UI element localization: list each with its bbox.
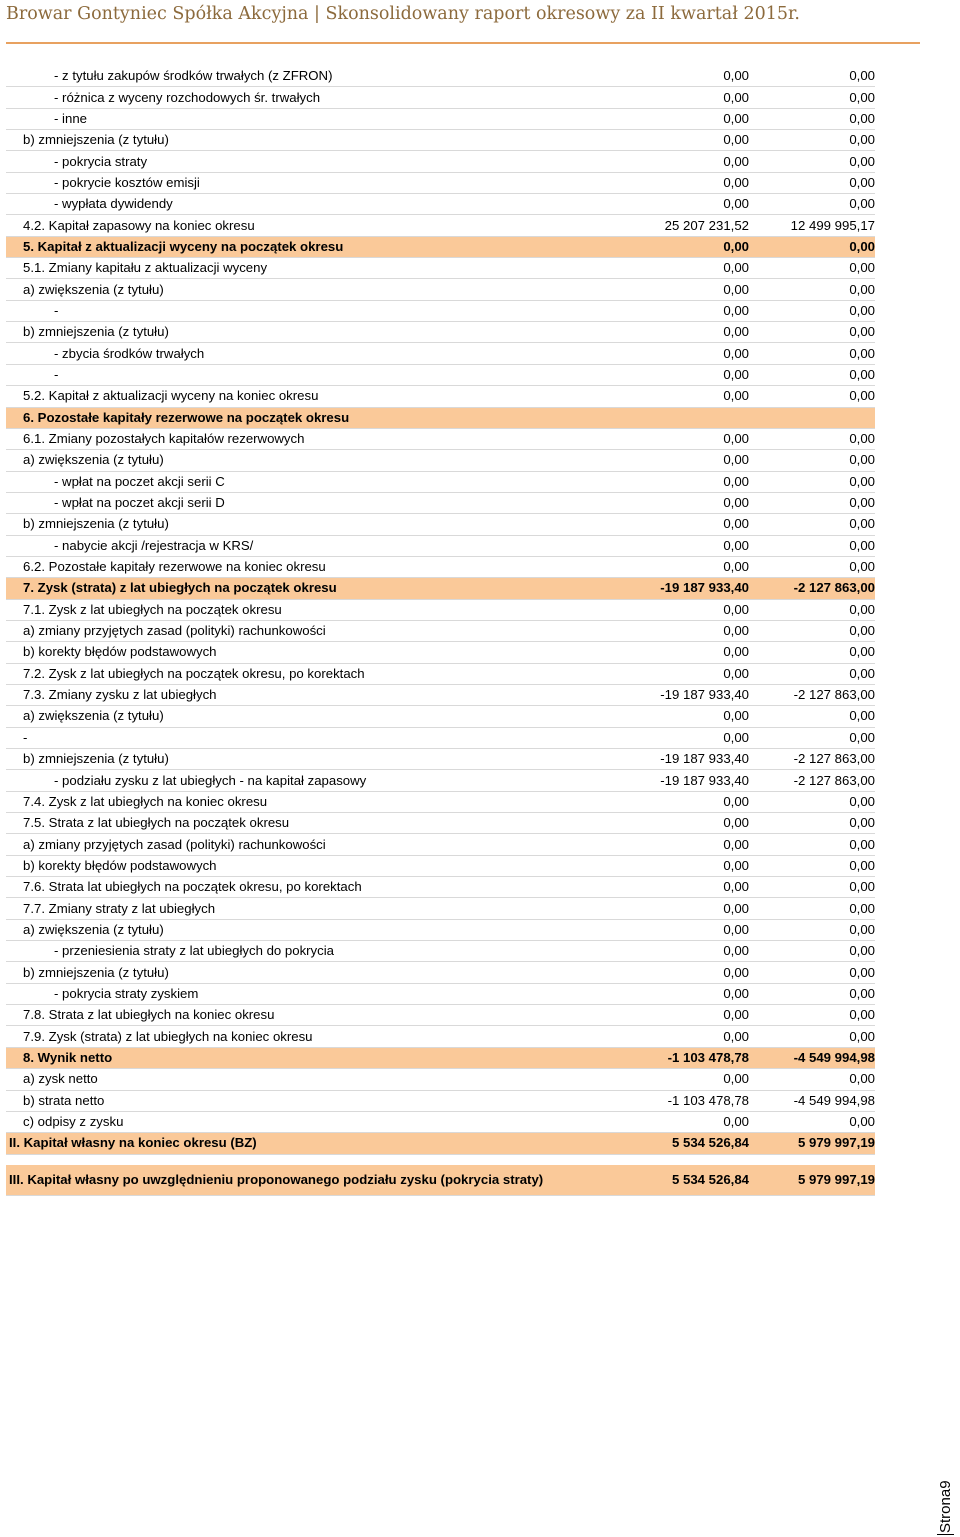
table-row bbox=[6, 855, 875, 876]
current-period-value: 0,00 bbox=[619, 941, 749, 962]
table-body bbox=[6, 66, 875, 1195]
current-period-value: 0,00 bbox=[619, 300, 749, 321]
row-label: III. Kapitał własny po uwzględnieniu proponowanego podziału zysku (pokrycia straty) bbox=[6, 1165, 619, 1196]
table-row bbox=[6, 877, 875, 898]
prior-period-value: 0,00 bbox=[749, 108, 875, 129]
row-label: 7.3. Zmiany zysku z lat ubiegłych bbox=[6, 684, 619, 705]
table-row bbox=[6, 172, 875, 193]
prior-period-value: 0,00 bbox=[749, 599, 875, 620]
table-row bbox=[6, 407, 875, 428]
row-label: b) strata netto bbox=[6, 1090, 619, 1111]
prior-period-value: -2 127 863,00 bbox=[749, 770, 875, 791]
current-period-value: 0,00 bbox=[619, 236, 749, 257]
table-row bbox=[6, 215, 875, 236]
table-row bbox=[6, 343, 875, 364]
row-label: a) zwiększenia (z tytułu) bbox=[6, 279, 619, 300]
page-header bbox=[6, 2, 920, 44]
row-label: - różnica z wyceny rozchodowych śr. trwałych bbox=[6, 87, 619, 108]
current-period-value: 0,00 bbox=[619, 1111, 749, 1132]
current-period-value: 0,00 bbox=[619, 877, 749, 898]
page-number-label: Strona9 bbox=[937, 1480, 954, 1533]
current-period-value: 0,00 bbox=[619, 343, 749, 364]
current-period-value: 0,00 bbox=[619, 1069, 749, 1090]
row-label: 7.4. Zysk z lat ubiegłych na koniec okresu bbox=[6, 791, 619, 812]
table-row bbox=[6, 66, 875, 87]
row-label: b) zmniejszenia (z tytułu) bbox=[6, 962, 619, 983]
current-period-value: 0,00 bbox=[619, 1026, 749, 1047]
table-row bbox=[6, 1069, 875, 1090]
row-label: b) zmniejszenia (z tytułu) bbox=[6, 514, 619, 535]
row-label: 7. Zysk (strata) z lat ubiegłych na początek okresu bbox=[6, 578, 619, 599]
table-row bbox=[6, 322, 875, 343]
prior-period-value: 0,00 bbox=[749, 727, 875, 748]
prior-period-value: 0,00 bbox=[749, 941, 875, 962]
table-row bbox=[6, 898, 875, 919]
table-row bbox=[6, 642, 875, 663]
table-row bbox=[6, 556, 875, 577]
prior-period-value: 0,00 bbox=[749, 322, 875, 343]
current-period-value: 0,00 bbox=[619, 514, 749, 535]
current-period-value: -1 103 478,78 bbox=[619, 1090, 749, 1111]
current-period-value bbox=[619, 407, 749, 428]
prior-period-value: 5 979 997,19 bbox=[749, 1133, 875, 1154]
row-label: - z tytułu zakupów środków trwałych (z ZFRON) bbox=[6, 66, 619, 87]
prior-period-value: 0,00 bbox=[749, 620, 875, 641]
row-label: 4.2. Kapitał zapasowy na koniec okresu bbox=[6, 215, 619, 236]
current-period-value: 0,00 bbox=[619, 194, 749, 215]
row-label: - pokrycia straty zyskiem bbox=[6, 983, 619, 1004]
row-label: - bbox=[6, 727, 619, 748]
current-period-value: -19 187 933,40 bbox=[619, 684, 749, 705]
current-period-value: 0,00 bbox=[619, 706, 749, 727]
prior-period-value: 0,00 bbox=[749, 1111, 875, 1132]
row-label: a) zmiany przyjętych zasad (polityki) rachunkowości bbox=[6, 620, 619, 641]
prior-period-value: 0,00 bbox=[749, 130, 875, 151]
table-row bbox=[6, 87, 875, 108]
prior-period-value: 0,00 bbox=[749, 428, 875, 449]
table-row bbox=[6, 300, 875, 321]
row-label: a) zwiększenia (z tytułu) bbox=[6, 919, 619, 940]
prior-period-value: 0,00 bbox=[749, 813, 875, 834]
row-label: 7.8. Strata z lat ubiegłych na koniec okresu bbox=[6, 1005, 619, 1026]
row-label: - bbox=[6, 364, 619, 385]
prior-period-value: 0,00 bbox=[749, 919, 875, 940]
current-period-value: 0,00 bbox=[619, 66, 749, 87]
row-label: b) korekty błędów podstawowych bbox=[6, 642, 619, 663]
table-row bbox=[6, 1026, 875, 1047]
current-period-value: 0,00 bbox=[619, 87, 749, 108]
prior-period-value: -2 127 863,00 bbox=[749, 749, 875, 770]
prior-period-value: -2 127 863,00 bbox=[749, 684, 875, 705]
table-row bbox=[6, 684, 875, 705]
current-period-value: 0,00 bbox=[619, 428, 749, 449]
table-row bbox=[6, 962, 875, 983]
row-label: 6.2. Pozostałe kapitały rezerwowe na koniec okresu bbox=[6, 556, 619, 577]
prior-period-value: 0,00 bbox=[749, 556, 875, 577]
current-period-value: 0,00 bbox=[619, 855, 749, 876]
table-row bbox=[6, 727, 875, 748]
prior-period-value: 0,00 bbox=[749, 834, 875, 855]
page-number bbox=[934, 1465, 960, 1537]
prior-period-value: 0,00 bbox=[749, 514, 875, 535]
current-period-value: 0,00 bbox=[619, 898, 749, 919]
current-period-value: 0,00 bbox=[619, 386, 749, 407]
current-period-value: 0,00 bbox=[619, 556, 749, 577]
prior-period-value: 5 979 997,19 bbox=[749, 1165, 875, 1196]
current-period-value: 25 207 231,52 bbox=[619, 215, 749, 236]
row-label: 7.6. Strata lat ubiegłych na początek okresu, po korektach bbox=[6, 877, 619, 898]
table-row bbox=[6, 1005, 875, 1026]
table-row bbox=[6, 258, 875, 279]
prior-period-value: 0,00 bbox=[749, 364, 875, 385]
table-row bbox=[6, 749, 875, 770]
row-label: b) zmniejszenia (z tytułu) bbox=[6, 749, 619, 770]
row-label: - pokrycia straty bbox=[6, 151, 619, 172]
row-label: b) zmniejszenia (z tytułu) bbox=[6, 322, 619, 343]
prior-period-value: 0,00 bbox=[749, 471, 875, 492]
table-row bbox=[6, 236, 875, 257]
row-label: c) odpisy z zysku bbox=[6, 1111, 619, 1132]
table-row bbox=[6, 535, 875, 556]
prior-period-value: 0,00 bbox=[749, 300, 875, 321]
prior-period-value: 0,00 bbox=[749, 492, 875, 513]
table-row bbox=[6, 1111, 875, 1132]
row-label: a) zwiększenia (z tytułu) bbox=[6, 706, 619, 727]
table-row bbox=[6, 450, 875, 471]
current-period-value: 0,00 bbox=[619, 962, 749, 983]
prior-period-value: 0,00 bbox=[749, 962, 875, 983]
current-period-value: 0,00 bbox=[619, 258, 749, 279]
prior-period-value: -2 127 863,00 bbox=[749, 578, 875, 599]
row-label: a) zmiany przyjętych zasad (polityki) rachunkowości bbox=[6, 834, 619, 855]
prior-period-value: 0,00 bbox=[749, 258, 875, 279]
prior-period-value: 0,00 bbox=[749, 1005, 875, 1026]
table-row bbox=[6, 941, 875, 962]
current-period-value: 0,00 bbox=[619, 471, 749, 492]
row-label: II. Kapitał własny na koniec okresu (BZ) bbox=[6, 1133, 619, 1154]
row-label: a) zwiększenia (z tytułu) bbox=[6, 450, 619, 471]
current-period-value: 0,00 bbox=[619, 663, 749, 684]
table-row bbox=[6, 706, 875, 727]
prior-period-value: 0,00 bbox=[749, 194, 875, 215]
row-label: - zbycia środków trwałych bbox=[6, 343, 619, 364]
current-period-value: 0,00 bbox=[619, 1005, 749, 1026]
prior-period-value: 0,00 bbox=[749, 279, 875, 300]
row-label: - wpłat na poczet akcji serii C bbox=[6, 471, 619, 492]
row-label: - bbox=[6, 300, 619, 321]
table-row bbox=[6, 919, 875, 940]
prior-period-value: 0,00 bbox=[749, 87, 875, 108]
current-period-value: 0,00 bbox=[619, 151, 749, 172]
current-period-value: 0,00 bbox=[619, 108, 749, 129]
table-row bbox=[6, 1133, 875, 1154]
current-period-value: 0,00 bbox=[619, 620, 749, 641]
prior-period-value: 0,00 bbox=[749, 1069, 875, 1090]
table-row bbox=[6, 428, 875, 449]
row-label: 7.1. Zysk z lat ubiegłych na początek okresu bbox=[6, 599, 619, 620]
table-row bbox=[6, 663, 875, 684]
table-row bbox=[6, 364, 875, 385]
current-period-value: 0,00 bbox=[619, 364, 749, 385]
prior-period-value: 0,00 bbox=[749, 706, 875, 727]
current-period-value: 0,00 bbox=[619, 642, 749, 663]
prior-period-value: 0,00 bbox=[749, 855, 875, 876]
row-label: 7.7. Zmiany straty z lat ubiegłych bbox=[6, 898, 619, 919]
table-row bbox=[6, 1090, 875, 1111]
row-label: 7.9. Zysk (strata) z lat ubiegłych na koniec okresu bbox=[6, 1026, 619, 1047]
current-period-value: 0,00 bbox=[619, 492, 749, 513]
prior-period-value: 0,00 bbox=[749, 642, 875, 663]
current-period-value: 5 534 526,84 bbox=[619, 1133, 749, 1154]
prior-period-value: 0,00 bbox=[749, 172, 875, 193]
table-row bbox=[6, 492, 875, 513]
row-label: 8. Wynik netto bbox=[6, 1047, 619, 1068]
table-row bbox=[6, 599, 875, 620]
prior-period-value: 0,00 bbox=[749, 386, 875, 407]
spacer-cell bbox=[6, 1154, 875, 1165]
row-label: - wpłat na poczet akcji serii D bbox=[6, 492, 619, 513]
row-label: b) korekty błędów podstawowych bbox=[6, 855, 619, 876]
prior-period-value: 0,00 bbox=[749, 983, 875, 1004]
table-row bbox=[6, 1047, 875, 1068]
prior-period-value: 0,00 bbox=[749, 877, 875, 898]
table-row bbox=[6, 279, 875, 300]
prior-period-value: 12 499 995,17 bbox=[749, 215, 875, 236]
document-title: Browar Gontyniec Spółka Akcyjna | Skonsolidowany raport okresowy za II kwartał 2015r. bbox=[6, 4, 800, 24]
current-period-value: 0,00 bbox=[619, 172, 749, 193]
current-period-value: 0,00 bbox=[619, 130, 749, 151]
current-period-value: -1 103 478,78 bbox=[619, 1047, 749, 1068]
prior-period-value: 0,00 bbox=[749, 535, 875, 556]
row-label: - inne bbox=[6, 108, 619, 129]
table-row bbox=[6, 770, 875, 791]
prior-period-value: 0,00 bbox=[749, 236, 875, 257]
prior-period-value: 0,00 bbox=[749, 343, 875, 364]
equity-statement-table bbox=[6, 66, 875, 1196]
prior-period-value: -4 549 994,98 bbox=[749, 1090, 875, 1111]
row-label: 7.5. Strata z lat ubiegłych na początek okresu bbox=[6, 813, 619, 834]
prior-period-value bbox=[749, 407, 875, 428]
prior-period-value: 0,00 bbox=[749, 450, 875, 471]
row-label: - przeniesienia straty z lat ubiegłych do pokrycia bbox=[6, 941, 619, 962]
row-label: - podziału zysku z lat ubiegłych - na kapitał zapasowy bbox=[6, 770, 619, 791]
table-row bbox=[6, 791, 875, 812]
table-row bbox=[6, 471, 875, 492]
table-row bbox=[6, 194, 875, 215]
row-label: 5.1. Zmiany kapitału z aktualizacji wyceny bbox=[6, 258, 619, 279]
row-label: - pokrycie kosztów emisji bbox=[6, 172, 619, 193]
table-row bbox=[6, 834, 875, 855]
table-row bbox=[6, 108, 875, 129]
current-period-value: 0,00 bbox=[619, 727, 749, 748]
table-row bbox=[6, 983, 875, 1004]
prior-period-value: 0,00 bbox=[749, 898, 875, 919]
row-label: b) zmniejszenia (z tytułu) bbox=[6, 130, 619, 151]
prior-period-value: -4 549 994,98 bbox=[749, 1047, 875, 1068]
current-period-value: 0,00 bbox=[619, 813, 749, 834]
table-row bbox=[6, 620, 875, 641]
prior-period-value: 0,00 bbox=[749, 66, 875, 87]
current-period-value: 0,00 bbox=[619, 983, 749, 1004]
current-period-value: 0,00 bbox=[619, 322, 749, 343]
table-row bbox=[6, 130, 875, 151]
current-period-value: -19 187 933,40 bbox=[619, 749, 749, 770]
prior-period-value: 0,00 bbox=[749, 1026, 875, 1047]
prior-period-value: 0,00 bbox=[749, 151, 875, 172]
table-row bbox=[6, 1165, 875, 1196]
current-period-value: 0,00 bbox=[619, 535, 749, 556]
prior-period-value: 0,00 bbox=[749, 791, 875, 812]
table-row bbox=[6, 1154, 875, 1165]
row-label: 5. Kapitał z aktualizacji wyceny na początek okresu bbox=[6, 236, 619, 257]
table-row bbox=[6, 578, 875, 599]
row-label: - wypłata dywidendy bbox=[6, 194, 619, 215]
row-label: 5.2. Kapitał z aktualizacji wyceny na koniec okresu bbox=[6, 386, 619, 407]
table-row bbox=[6, 151, 875, 172]
table-row bbox=[6, 813, 875, 834]
current-period-value: 0,00 bbox=[619, 919, 749, 940]
table-row bbox=[6, 514, 875, 535]
prior-period-value: 0,00 bbox=[749, 663, 875, 684]
row-label: 6.1. Zmiany pozostałych kapitałów rezerwowych bbox=[6, 428, 619, 449]
current-period-value: 0,00 bbox=[619, 450, 749, 471]
row-label: 6. Pozostałe kapitały rezerwowe na początek okresu bbox=[6, 407, 619, 428]
current-period-value: -19 187 933,40 bbox=[619, 770, 749, 791]
current-period-value: 0,00 bbox=[619, 791, 749, 812]
row-label: - nabycie akcji /rejestracja w KRS/ bbox=[6, 535, 619, 556]
current-period-value: 5 534 526,84 bbox=[619, 1165, 749, 1196]
row-label: a) zysk netto bbox=[6, 1069, 619, 1090]
row-label: 7.2. Zysk z lat ubiegłych na początek okresu, po korektach bbox=[6, 663, 619, 684]
table-row bbox=[6, 386, 875, 407]
current-period-value: 0,00 bbox=[619, 279, 749, 300]
current-period-value: -19 187 933,40 bbox=[619, 578, 749, 599]
current-period-value: 0,00 bbox=[619, 599, 749, 620]
current-period-value: 0,00 bbox=[619, 834, 749, 855]
